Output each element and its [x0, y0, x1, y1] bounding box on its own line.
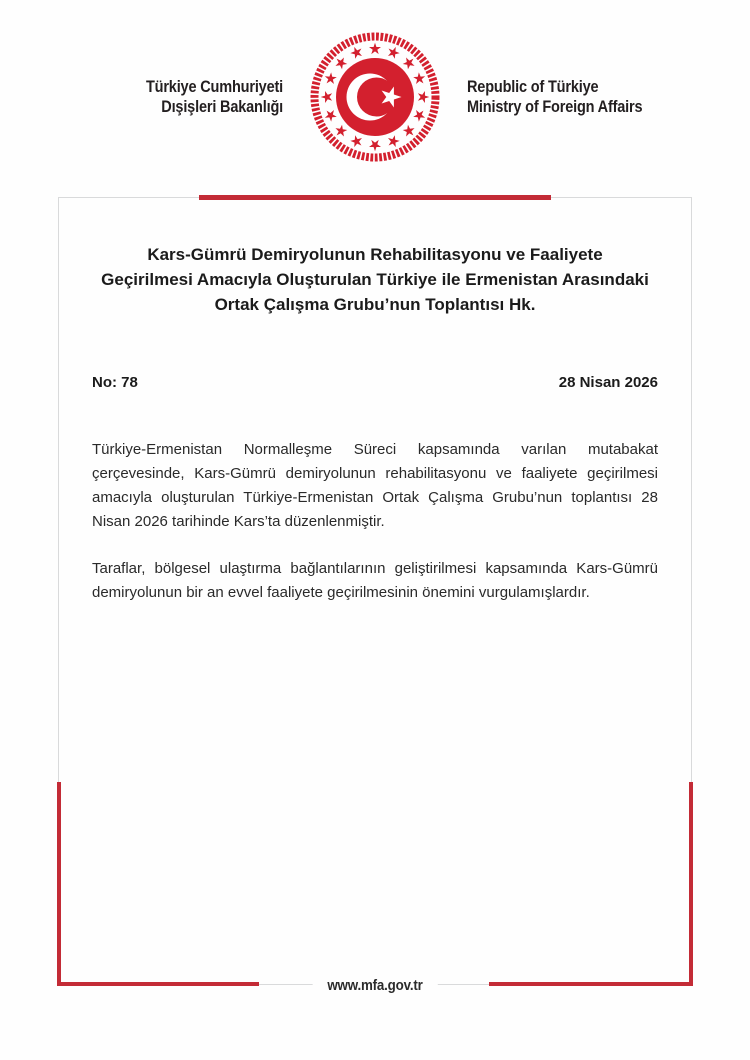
release-number: No: 78	[92, 374, 138, 391]
ministry-name-english	[467, 77, 643, 117]
page-title-line1: Kars-Gümrü Demiryolunun Rehabilitasyonu ve Faaliyete	[147, 245, 603, 264]
ministry-name-english-line1: Republic of Türkiye	[467, 78, 599, 96]
body-paragraph-1: Türkiye-Ermenistan Normalleşme Süreci kapsamında varılan mutabakat çerçevesinde, Kars-Gümrü demiryolunun rehabilitasyonu ve faaliyete geçirilmesi amacıyla oluşturulan Türkiye-Ermenistan Ortak Çalışma Grubu’nun toplantısı 28 Nisan 2026 tarihinde Kars’ta düzenlenmiştir.	[92, 441, 658, 530]
ministry-name-turkish	[107, 77, 283, 117]
release-date: 28 Nisan 2026	[558, 374, 658, 391]
page-title-line3: Ortak Çalışma Grubu’nun Toplantısı Hk.	[214, 295, 536, 314]
left-accent-rule	[57, 782, 61, 986]
bottom-right-accent-rule	[489, 982, 693, 986]
press-release-frame	[58, 197, 692, 994]
website-footer: www.mfa.gov.tr	[313, 978, 438, 994]
release-body	[92, 438, 658, 605]
page-title-line2: Geçirilmesi Amacıyla Oluşturulan Türkiye ile Ermenistan Arasındaki	[101, 270, 649, 289]
ministry-name-turkish-line1: Türkiye Cumhuriyeti	[145, 78, 283, 96]
page-title	[89, 242, 661, 317]
turkiye-mfa-emblem-icon	[309, 31, 441, 163]
release-meta-row	[92, 374, 658, 391]
top-accent-rule	[199, 195, 551, 200]
letterhead	[0, 28, 750, 166]
right-accent-rule	[689, 782, 693, 986]
ministry-name-turkish-line2: Dışişleri Bakanlığı	[161, 98, 283, 116]
bottom-left-accent-rule	[57, 982, 259, 986]
body-paragraph-2: Taraflar, bölgesel ulaştırma bağlantılarının geliştirilmesi kapsamında Kars-Gümrü demiryolunun bir an evvel faaliyete geçirilmesinin önemini vurgulamışlardır.	[92, 560, 658, 601]
ministry-name-english-line2: Ministry of Foreign Affairs	[467, 98, 643, 116]
